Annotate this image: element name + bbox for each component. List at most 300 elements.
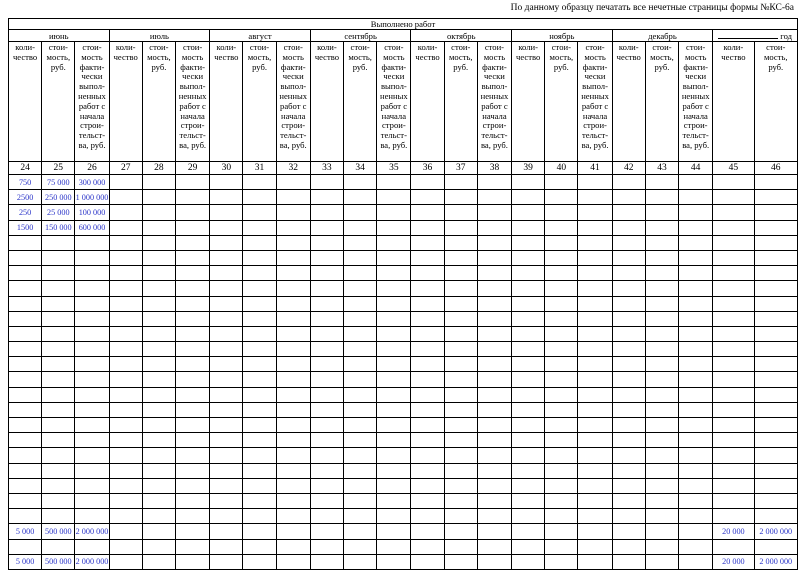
table-cell: [578, 372, 612, 387]
table-cell: [9, 372, 42, 387]
page-note: По данному образцу печатать все нечетные страницы формы №КС-6а: [510, 3, 794, 13]
table-cell: 20 000: [713, 554, 754, 569]
table-cell: [176, 493, 210, 508]
subcol-cost: стои- мость, руб.: [142, 42, 175, 162]
table-cell: [444, 342, 477, 357]
table-cell: [344, 509, 377, 524]
table-cell: [9, 418, 42, 433]
table-cell: [377, 190, 411, 205]
table-row: [9, 205, 798, 220]
table-cell: [9, 387, 42, 402]
table-cell: [243, 190, 276, 205]
subcol-cost: стои- мость, руб.: [545, 42, 578, 162]
table-cell: [210, 250, 243, 265]
table-cell: [713, 220, 754, 235]
subcol-quantity: коли- чество: [310, 42, 343, 162]
table-cell: [545, 402, 578, 417]
table-cell: [411, 554, 444, 569]
table-cell: [344, 524, 377, 539]
table-cell: [679, 342, 713, 357]
table-cell: [545, 509, 578, 524]
table-cell: [444, 296, 477, 311]
subcol-quantity: коли- чество: [109, 42, 142, 162]
table-cell: [477, 220, 511, 235]
table-cell: [713, 448, 754, 463]
table-cell: [512, 524, 545, 539]
table-cell: 300 000: [75, 175, 109, 190]
table-cell: [512, 418, 545, 433]
table-cell: [477, 524, 511, 539]
column-number: 44: [679, 162, 713, 175]
table-cell: [9, 357, 42, 372]
table-row: [9, 296, 798, 311]
table-cell: [444, 539, 477, 554]
table-cell: [210, 235, 243, 250]
table-cell: [310, 418, 343, 433]
table-cell: [754, 250, 797, 265]
table-cell: [310, 235, 343, 250]
table-cell: [109, 493, 142, 508]
table-cell: [243, 493, 276, 508]
column-number: 28: [142, 162, 175, 175]
table-row: [9, 418, 798, 433]
table-cell: [344, 539, 377, 554]
table-cell: [754, 220, 797, 235]
table-cell: [612, 539, 645, 554]
table-cell: [310, 524, 343, 539]
table-cell: [109, 326, 142, 341]
table-cell: [645, 433, 678, 448]
table-cell: [142, 372, 175, 387]
table-cell: [142, 478, 175, 493]
table-cell: [176, 418, 210, 433]
table-row: [9, 311, 798, 326]
table-cell: [142, 387, 175, 402]
table-cell: [411, 463, 444, 478]
total-row: [9, 554, 798, 569]
table-cell: [176, 220, 210, 235]
table-cell: [276, 311, 310, 326]
table-cell: [142, 433, 175, 448]
table-cell: [9, 250, 42, 265]
table-cell: [310, 493, 343, 508]
table-cell: 20 000: [713, 524, 754, 539]
table-cell: [377, 418, 411, 433]
table-cell: [210, 342, 243, 357]
table-cell: [645, 509, 678, 524]
table-cell: [42, 402, 75, 417]
table-cell: [444, 311, 477, 326]
table-cell: [42, 235, 75, 250]
table-cell: [578, 493, 612, 508]
table-cell: [545, 448, 578, 463]
table-cell: [754, 418, 797, 433]
table-cell: [612, 296, 645, 311]
table-cell: [512, 190, 545, 205]
table-row: [9, 433, 798, 448]
table-cell: [243, 175, 276, 190]
table-cell: [142, 524, 175, 539]
table-cell: [612, 493, 645, 508]
column-number: 34: [344, 162, 377, 175]
table-cell: [645, 387, 678, 402]
table-cell: [444, 357, 477, 372]
table-row: [9, 539, 798, 554]
table-cell: [477, 433, 511, 448]
table-cell: [411, 418, 444, 433]
table-cell: [75, 342, 109, 357]
table-cell: [344, 235, 377, 250]
table-cell: [210, 372, 243, 387]
table-cell: [210, 433, 243, 448]
table-row: [9, 342, 798, 357]
table-cell: [754, 175, 797, 190]
table-cell: 2 000 000: [75, 524, 109, 539]
table-cell: [612, 433, 645, 448]
table-cell: [512, 357, 545, 372]
table-row: [9, 326, 798, 341]
table-cell: [679, 509, 713, 524]
table-cell: [310, 190, 343, 205]
table-row: [9, 190, 798, 205]
table-cell: 1500: [9, 220, 42, 235]
table-cell: [210, 311, 243, 326]
table-row: [9, 235, 798, 250]
table-cell: [713, 190, 754, 205]
table-cell: [109, 357, 142, 372]
column-number: 38: [477, 162, 511, 175]
table-cell: 250 000: [42, 190, 75, 205]
table-cell: [713, 296, 754, 311]
table-cell: [377, 266, 411, 281]
table-cell: [679, 493, 713, 508]
table-cell: [42, 539, 75, 554]
table-cell: [377, 448, 411, 463]
table-cell: [679, 296, 713, 311]
table-cell: [754, 539, 797, 554]
subcol-cost: стои- мость, руб.: [42, 42, 75, 162]
subcol-quantity: коли- чество: [210, 42, 243, 162]
table-cell: [612, 235, 645, 250]
subcol-cost: стои- мость, руб.: [344, 42, 377, 162]
table-cell: [310, 539, 343, 554]
table-cell: [411, 235, 444, 250]
table-cell: [9, 296, 42, 311]
column-number: 39: [512, 162, 545, 175]
table-cell: [512, 448, 545, 463]
table-cell: [512, 205, 545, 220]
table-cell: [679, 463, 713, 478]
table-cell: 250: [9, 205, 42, 220]
table-cell: [210, 281, 243, 296]
table-cell: [545, 478, 578, 493]
table-cell: [310, 387, 343, 402]
table-cell: [512, 493, 545, 508]
table-cell: [344, 478, 377, 493]
table-cell: [344, 493, 377, 508]
table-cell: [713, 235, 754, 250]
table-cell: [679, 205, 713, 220]
subcol-year-cost: стои- мость, руб.: [754, 42, 797, 162]
month-header: сентябрь: [310, 30, 411, 42]
table-cell: [142, 418, 175, 433]
table-cell: [42, 387, 75, 402]
year-label: год: [780, 31, 792, 41]
table-cell: [411, 478, 444, 493]
table-cell: [754, 402, 797, 417]
table-cell: [477, 463, 511, 478]
table-cell: [243, 418, 276, 433]
subcol-quantity: коли- чество: [512, 42, 545, 162]
table-cell: [645, 463, 678, 478]
table-cell: [713, 463, 754, 478]
table-cell: [276, 175, 310, 190]
table-cell: [377, 342, 411, 357]
table-cell: [109, 250, 142, 265]
table-cell: [109, 539, 142, 554]
table-cell: [243, 311, 276, 326]
table-cell: [42, 509, 75, 524]
subcol-actual-cost: стои- мость факти- чески выпол- ненных работ с начала строи- тельст- ва, руб.: [276, 42, 310, 162]
table-cell: [243, 205, 276, 220]
table-cell: [210, 357, 243, 372]
table-cell: [109, 509, 142, 524]
table-cell: [142, 296, 175, 311]
table-cell: [377, 554, 411, 569]
table-cell: [310, 402, 343, 417]
table-cell: [210, 554, 243, 569]
table-cell: [109, 220, 142, 235]
table-cell: [176, 539, 210, 554]
table-cell: [142, 463, 175, 478]
table-cell: [377, 205, 411, 220]
table-cell: [142, 342, 175, 357]
table-cell: [210, 509, 243, 524]
table-cell: [411, 402, 444, 417]
table-cell: [176, 296, 210, 311]
table-cell: [377, 175, 411, 190]
table-cell: [109, 418, 142, 433]
table-cell: [377, 250, 411, 265]
column-number: 43: [645, 162, 678, 175]
table-cell: [612, 175, 645, 190]
table-cell: [754, 357, 797, 372]
table-row: [9, 478, 798, 493]
table-cell: [9, 235, 42, 250]
table-cell: [142, 326, 175, 341]
column-number: 27: [109, 162, 142, 175]
table-row: [9, 266, 798, 281]
column-number: 37: [444, 162, 477, 175]
table-cell: [377, 235, 411, 250]
table-cell: [276, 326, 310, 341]
table-cell: [612, 266, 645, 281]
table-cell: [612, 372, 645, 387]
table-cell: [109, 311, 142, 326]
table-cell: [377, 402, 411, 417]
table-row: [9, 448, 798, 463]
subcol-actual-cost: стои- мость факти- чески выпол- ненных работ с начала строи- тельст- ва, руб.: [75, 42, 109, 162]
table-row: [9, 463, 798, 478]
table-cell: [109, 266, 142, 281]
table-cell: [210, 387, 243, 402]
table-cell: [75, 418, 109, 433]
table-cell: [444, 326, 477, 341]
subcol-year-quantity: коли- чество: [713, 42, 754, 162]
table-cell: [377, 387, 411, 402]
table-cell: [243, 539, 276, 554]
table-cell: [754, 235, 797, 250]
table-cell: [679, 387, 713, 402]
table-cell: [545, 554, 578, 569]
table-cell: [142, 175, 175, 190]
table-cell: [344, 175, 377, 190]
table-cell: [477, 402, 511, 417]
table-cell: [276, 402, 310, 417]
table-cell: [42, 296, 75, 311]
table-cell: [310, 311, 343, 326]
table-cell: [713, 509, 754, 524]
table-cell: [713, 311, 754, 326]
table-cell: [645, 554, 678, 569]
table-cell: 500 000: [42, 554, 75, 569]
table-cell: 500 000: [42, 524, 75, 539]
table-cell: [477, 266, 511, 281]
table-cell: [512, 387, 545, 402]
table-cell: 1 000 000: [75, 190, 109, 205]
column-number: 30: [210, 162, 243, 175]
table-cell: [411, 220, 444, 235]
table-row: [9, 220, 798, 235]
table-cell: [344, 357, 377, 372]
table-cell: [444, 509, 477, 524]
table-cell: [612, 524, 645, 539]
table-cell: [344, 418, 377, 433]
table-cell: [578, 448, 612, 463]
table-cell: [142, 493, 175, 508]
table-cell: [377, 478, 411, 493]
table-cell: [645, 266, 678, 281]
table-cell: [578, 250, 612, 265]
table-cell: [512, 326, 545, 341]
table-cell: [444, 493, 477, 508]
table-cell: [377, 220, 411, 235]
table-cell: [176, 205, 210, 220]
table-cell: [344, 433, 377, 448]
table-cell: [9, 326, 42, 341]
table-cell: [713, 402, 754, 417]
table-cell: [344, 281, 377, 296]
table-cell: [75, 478, 109, 493]
table-cell: [344, 220, 377, 235]
table-cell: [477, 342, 511, 357]
table-cell: [512, 296, 545, 311]
table-cell: [176, 554, 210, 569]
table-cell: [42, 281, 75, 296]
table-cell: [545, 250, 578, 265]
table-cell: [477, 539, 511, 554]
table-cell: [210, 175, 243, 190]
table-cell: [377, 433, 411, 448]
table-cell: [109, 524, 142, 539]
table-cell: [754, 478, 797, 493]
table-cell: [411, 311, 444, 326]
table-cell: [377, 509, 411, 524]
table-cell: [243, 357, 276, 372]
table-cell: [243, 478, 276, 493]
table-cell: [444, 524, 477, 539]
table-cell: [679, 190, 713, 205]
table-cell: [477, 326, 511, 341]
table-cell: [210, 296, 243, 311]
table-cell: [578, 266, 612, 281]
table-cell: [9, 266, 42, 281]
table-cell: [578, 524, 612, 539]
table-cell: [310, 433, 343, 448]
table-cell: [109, 175, 142, 190]
table-cell: [713, 478, 754, 493]
table-cell: [210, 493, 243, 508]
table-cell: [477, 357, 511, 372]
table-row: [9, 250, 798, 265]
table-cell: 75 000: [42, 175, 75, 190]
table-cell: [176, 509, 210, 524]
table-cell: [176, 402, 210, 417]
table-cell: [645, 175, 678, 190]
table-cell: [411, 524, 444, 539]
table-cell: [243, 281, 276, 296]
table-cell: [176, 326, 210, 341]
table-cell: [310, 175, 343, 190]
table-cell: [444, 554, 477, 569]
month-header: ноябрь: [512, 30, 613, 42]
table-cell: [477, 250, 511, 265]
table-cell: [276, 281, 310, 296]
table-cell: [612, 387, 645, 402]
table-cell: [578, 281, 612, 296]
table-cell: [411, 493, 444, 508]
month-header: октябрь: [411, 30, 512, 42]
table-cell: [754, 372, 797, 387]
table-cell: [344, 266, 377, 281]
table-cell: [42, 448, 75, 463]
table-cell: [176, 281, 210, 296]
table-cell: [344, 402, 377, 417]
table-row: [9, 175, 798, 190]
table-cell: [545, 266, 578, 281]
table-cell: [310, 554, 343, 569]
table-title: Выполнено работ: [9, 19, 798, 30]
table-cell: [344, 554, 377, 569]
table-cell: [512, 402, 545, 417]
table-cell: [276, 478, 310, 493]
table-cell: [545, 296, 578, 311]
subcol-actual-cost: стои- мость факти- чески выпол- ненных работ с начала строи- тельст- ва, руб.: [377, 42, 411, 162]
table-cell: [713, 493, 754, 508]
table-cell: [679, 281, 713, 296]
table-cell: [243, 372, 276, 387]
table-cell: [612, 448, 645, 463]
table-row: [9, 402, 798, 417]
table-cell: [210, 326, 243, 341]
table-cell: 2 000 000: [754, 554, 797, 569]
table-cell: [444, 463, 477, 478]
table-cell: [578, 235, 612, 250]
table-cell: [344, 342, 377, 357]
subcol-cost: стои- мость, руб.: [645, 42, 678, 162]
table-cell: [9, 311, 42, 326]
table-cell: [310, 266, 343, 281]
